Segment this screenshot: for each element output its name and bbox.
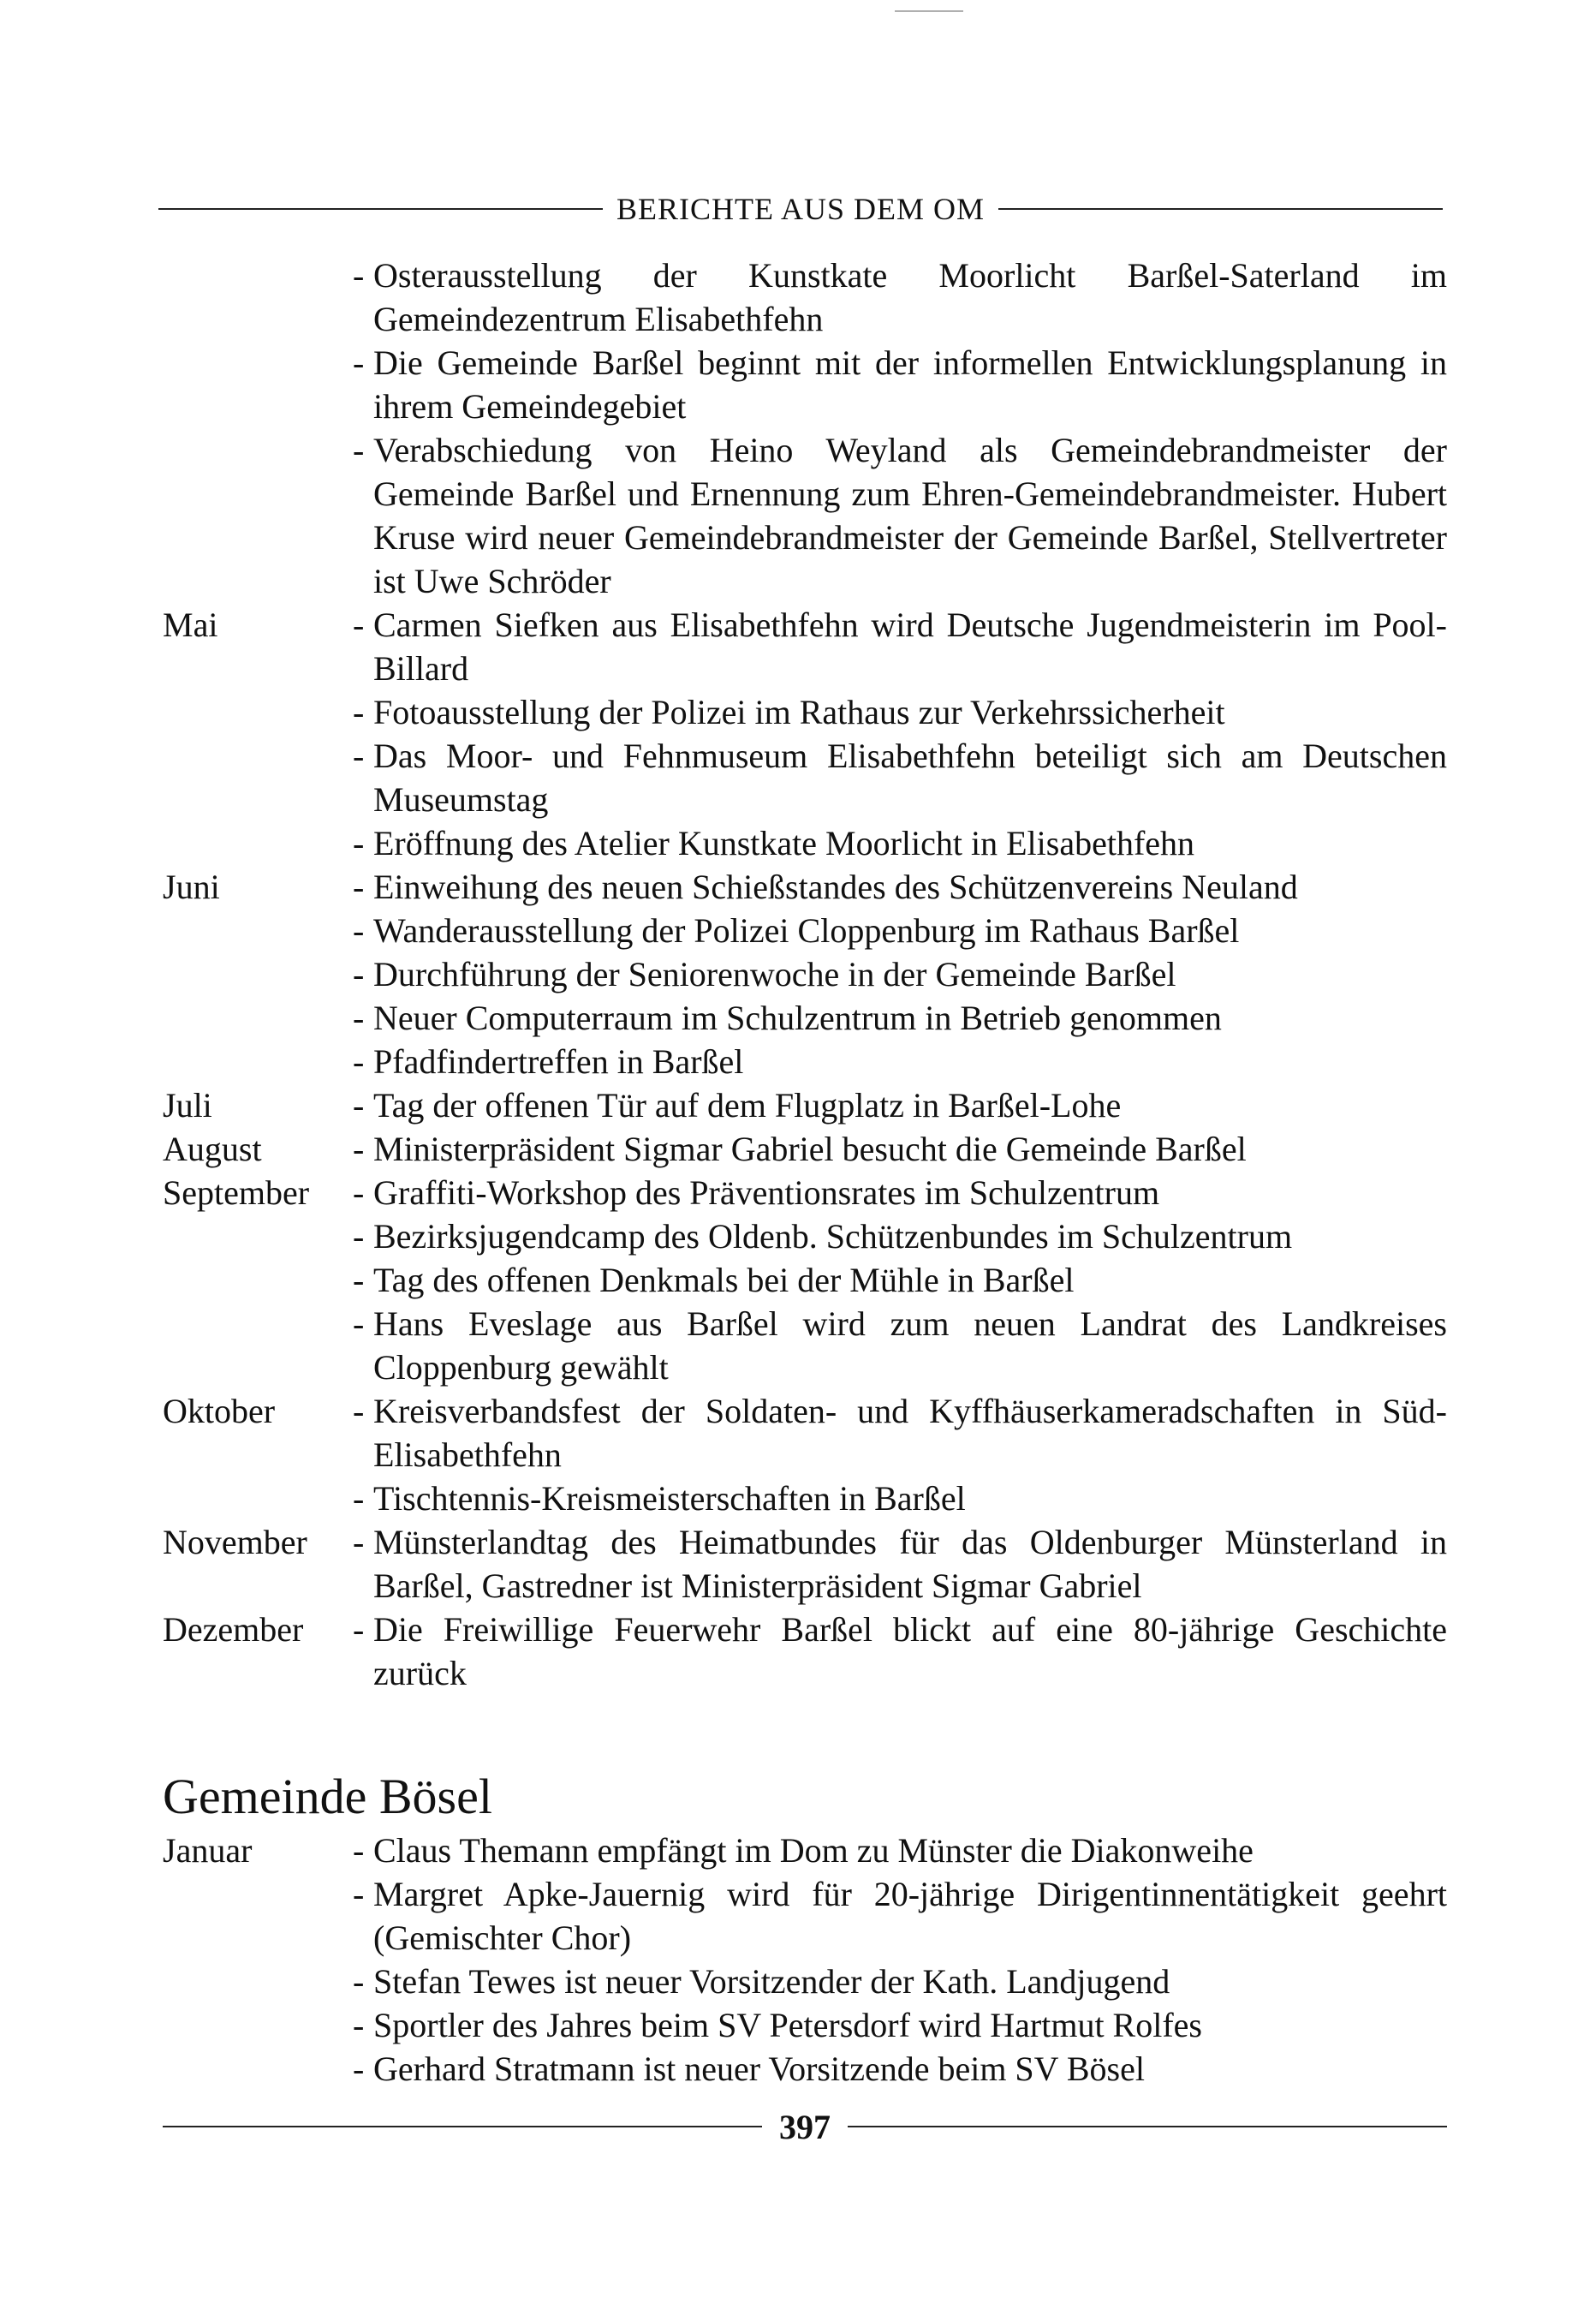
chronicle-entry [163,428,1447,603]
entry-dash: - [353,1875,365,1913]
entry-month [163,734,353,821]
entry-text: Neuer Computerraum im Schulzentrum in Betrieb genommen [373,999,1222,1037]
entry-month [163,1960,353,2003]
entry-month [163,1872,353,1960]
entry-dash: - [353,431,365,469]
entry-dash: - [353,911,365,950]
header-rule-right [998,208,1443,210]
entry-month [163,1214,353,1258]
chronicle-entry [163,821,1447,865]
entry-text: Tag des offenen Denkmals bei der Mühle in Barßel [373,1261,1075,1299]
footer-rule-left [163,2126,762,2127]
chronicle-entry [163,1389,1447,1477]
entry-text: Claus Themann empfängt im Dom zu Münster die Diakonweihe [373,1831,1254,1870]
entry-text: Stefan Tewes ist neuer Vorsitzender der Kath. Landjugend [373,1962,1170,2001]
entry-dash: - [353,1479,365,1518]
entry-dash: - [353,606,365,644]
entry-month [163,952,353,996]
entry-text: Einweihung des neuen Schießstandes des Schützenvereins Neuland [373,868,1298,906]
entry-text: Sportler des Jahres beim SV Petersdorf wird Hartmut Rolfes [373,2006,1202,2044]
footer-rule-right [848,2126,1447,2127]
header-rule-left [158,208,603,210]
entry-text: Hans Eveslage aus Barßel wird zum neuen Landrat des Landkreises Cloppenburg gewählt [373,1304,1447,1387]
chronicle-entry [163,1302,1447,1389]
entry-month [163,1258,353,1302]
chronicle-entry [163,1171,1447,1214]
page-footer [163,2107,1447,2146]
entry-dash: - [353,955,365,993]
chronicle-entry [163,1872,1447,1960]
chronicle-entry [163,1608,1447,1695]
entry-dash: - [353,1217,365,1256]
entry-text: Kreisverbandsfest der Soldaten- und Kyffhäuserkameradschaften in Süd-Elisabethfehn [373,1392,1447,1474]
chronicle-section-barssel [163,254,1447,1695]
chronicle-entry [163,690,1447,734]
entry-dash: - [353,1261,365,1299]
entry-dash: - [353,1392,365,1430]
chronicle-entry [163,603,1447,690]
entry-dash: - [353,343,365,382]
chronicle-entry [163,865,1447,909]
entry-dash: - [353,2006,365,2044]
chronicle-entry [163,2003,1447,2047]
chronicle-entry [163,1214,1447,1258]
entry-month [163,690,353,734]
entry-month [163,1302,353,1389]
entry-text: Tischtennis-Kreismeisterschaften in Barßel [373,1479,966,1518]
entry-month [163,254,353,341]
entry-text: Margret Apke-Jauernig wird für 20-jährige Dirigentinnentätigkeit geehrt (Gemischter Chor) [373,1875,1447,1957]
entry-text: Eröffnung des Atelier Kunstkate Moorlicht in Elisabethfehn [373,824,1195,862]
entry-month [163,996,353,1040]
entry-dash: - [353,737,365,775]
chronicle-entry [163,1829,1447,1872]
entry-dash: - [353,1130,365,1168]
entry-month: September [163,1173,310,1212]
entry-month [163,341,353,428]
chronicle-entry [163,734,1447,821]
entry-dash: - [353,2049,365,2088]
chronicle-entry [163,1258,1447,1302]
entry-dash: - [353,868,365,906]
entry-month: Oktober [163,1392,276,1430]
entry-dash: - [353,1831,365,1870]
chronicle-section-boesel [163,1829,1447,2091]
entry-text: Fotoausstellung der Polizei im Rathaus zur Verkehrssicherheit [373,693,1225,731]
entry-month [163,2047,353,2091]
entry-dash: - [353,1610,365,1649]
entry-text: Die Freiwillige Feuerwehr Barßel blickt auf eine 80-jährige Geschichte zurück [373,1610,1447,1692]
page-number: 397 [779,2107,831,2146]
entry-text: Durchführung der Seniorenwoche in der Gemeinde Barßel [373,955,1176,993]
entry-month [163,1477,353,1520]
entry-month [163,2003,353,2047]
entry-month [163,909,353,952]
entry-text: Graffiti-Workshop des Präventionsrates im Schulzentrum [373,1173,1160,1212]
chronicle-entry [163,341,1447,428]
entry-month: November [163,1523,307,1561]
entry-dash: - [353,999,365,1037]
chronicle-entry [163,1477,1447,1520]
chronicle-entry [163,2047,1447,2091]
entry-month: Juni [163,868,220,906]
entry-month [163,1040,353,1083]
entry-dash: - [353,1042,365,1081]
entry-text: Bezirksjugendcamp des Oldenb. Schützenbundes im Schulzentrum [373,1217,1293,1256]
chronicle-entry [163,1960,1447,2003]
entry-month: August [163,1130,262,1168]
entry-text: Pfadfindertreffen in Barßel [373,1042,744,1081]
section-heading: Gemeinde Bösel [163,1769,492,1824]
entry-dash: - [353,1304,365,1343]
chronicle-entry [163,996,1447,1040]
entry-text: Verabschiedung von Heino Weyland als Gemeindebrandmeister der Gemeinde Barßel und Ernennung zum Ehren-Gemeindebrandmeister. Hubert Kruse wird neuer Gemeindebrandmeister der Gemeinde Barßel, Stellvertreter ist Uwe Schröder [373,431,1447,600]
entry-dash: - [353,824,365,862]
entry-dash: - [353,1523,365,1561]
entry-dash: - [353,1962,365,2001]
running-header-title: BERICHTE AUS DEM OM [616,192,986,226]
chronicle-entry [163,909,1447,952]
entry-text: Das Moor- und Fehnmuseum Elisabethfehn beteiligt sich am Deutschen Museumstag [373,737,1447,819]
entry-dash: - [353,1086,365,1125]
entry-dash: - [353,256,365,295]
entry-text: Osterausstellung der Kunstkate Moorlicht Barßel-Saterland im Gemeindezentrum Elisabethfehn [373,256,1447,338]
entry-dash: - [353,1173,365,1212]
chronicle-entry [163,1040,1447,1083]
entry-month: Januar [163,1831,253,1870]
entry-text: Münsterlandtag des Heimatbundes für das Oldenburger Münsterland in Barßel, Gastredner ist Ministerpräsident Sigmar Gabriel [373,1523,1447,1605]
entry-month: Dezember [163,1610,304,1649]
scan-mark [895,10,963,12]
entry-text: Carmen Siefken aus Elisabethfehn wird Deutsche Jugendmeisterin im Pool-Billard [373,606,1447,688]
entry-text: Ministerpräsident Sigmar Gabriel besucht die Gemeinde Barßel [373,1130,1247,1168]
chronicle-content [163,254,1447,2091]
entry-dash: - [353,693,365,731]
entry-text: Tag der offenen Tür auf dem Flugplatz in Barßel-Lohe [373,1086,1122,1125]
running-header [158,190,1443,228]
entry-text: Gerhard Stratmann ist neuer Vorsitzende beim SV Bösel [373,2049,1145,2088]
chronicle-entry [163,1127,1447,1171]
entry-month [163,428,353,603]
chronicle-entry [163,1083,1447,1127]
entry-month [163,821,353,865]
entry-month: Mai [163,606,218,644]
chronicle-entry [163,254,1447,341]
entry-month: Juli [163,1086,212,1125]
chronicle-entry [163,952,1447,996]
entry-text: Wanderausstellung der Polizei Cloppenburg im Rathaus Barßel [373,911,1240,950]
entry-text: Die Gemeinde Barßel beginnt mit der informellen Entwicklungsplanung in ihrem Gemeindegebiet [373,343,1447,426]
chronicle-entry [163,1520,1447,1608]
